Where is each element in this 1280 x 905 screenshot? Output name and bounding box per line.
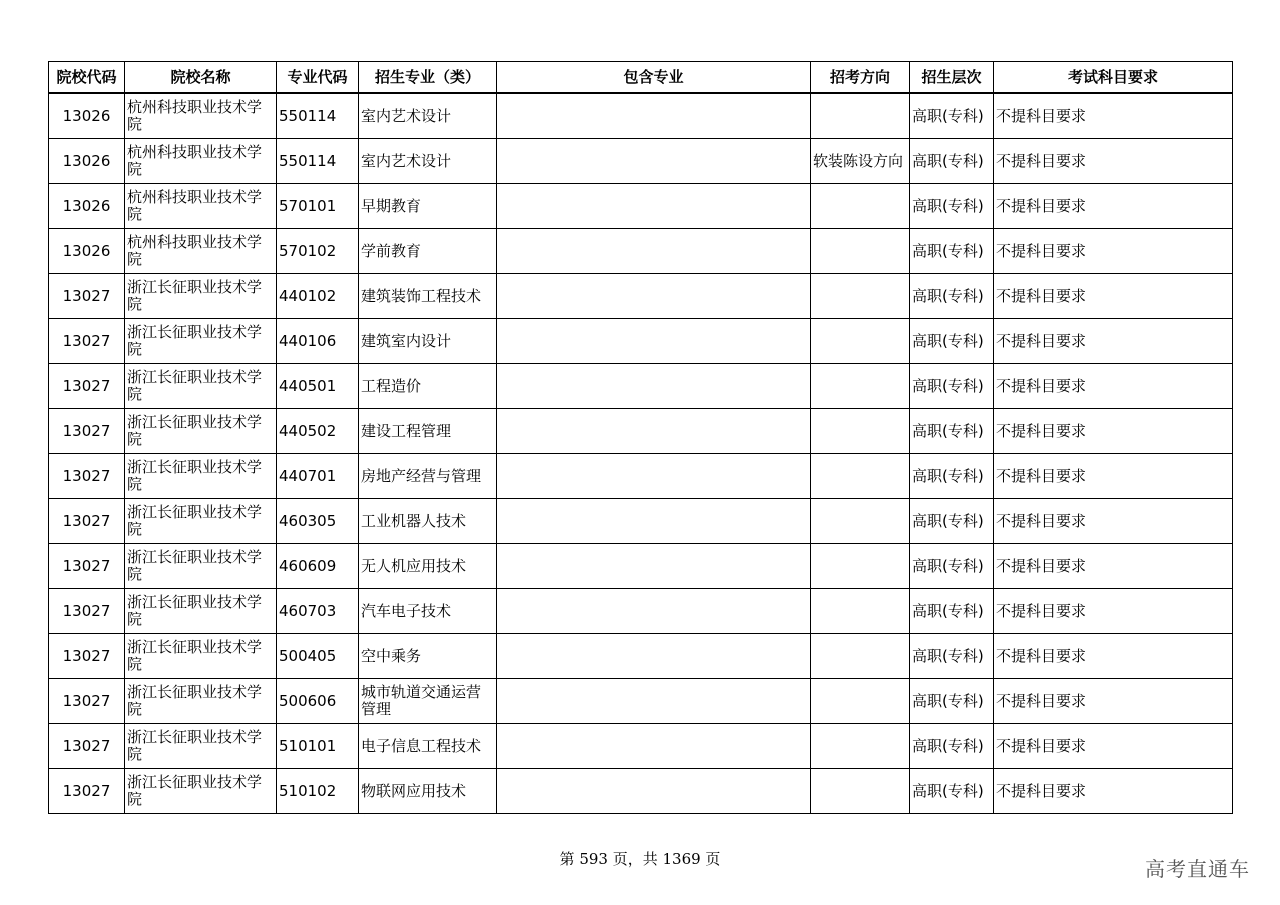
requirement-cell: 不提科目要求 [994,93,1233,139]
header-major: 招生专业（类） [359,62,497,94]
includes-cell [497,679,811,724]
table-row [49,364,1233,409]
level-cell: 高职(专科) [910,679,994,724]
level-cell: 高职(专科) [910,364,994,409]
direction-cell [811,229,910,274]
school-name-cell: 浙江长征职业技术学院 [125,724,277,769]
school-code-cell: 13027 [49,634,125,679]
table-row [49,589,1233,634]
header-direction: 招考方向 [811,62,910,94]
requirement-cell: 不提科目要求 [994,544,1233,589]
school-name-cell: 浙江长征职业技术学院 [125,409,277,454]
level-cell: 高职(专科) [910,274,994,319]
includes-cell [497,93,811,139]
major-cell: 建筑装饰工程技术 [359,274,497,319]
school-code-cell: 13027 [49,679,125,724]
school-name-cell: 浙江长征职业技术学院 [125,319,277,364]
includes-cell [497,409,811,454]
header-level: 招生层次 [910,62,994,94]
table-row [49,454,1233,499]
requirement-cell: 不提科目要求 [994,229,1233,274]
major-code-cell: 570101 [277,184,359,229]
school-name-cell: 浙江长征职业技术学院 [125,544,277,589]
watermark-text: 高考直通车 [1145,857,1250,881]
school-code-cell: 13027 [49,544,125,589]
requirement-cell: 不提科目要求 [994,724,1233,769]
requirement-cell: 不提科目要求 [994,319,1233,364]
table-row [49,139,1233,184]
school-name-cell: 杭州科技职业技术学院 [125,184,277,229]
includes-cell [497,724,811,769]
direction-cell [811,364,910,409]
major-code-cell: 550114 [277,93,359,139]
requirement-cell: 不提科目要求 [994,769,1233,814]
major-code-cell: 510102 [277,769,359,814]
table-row [49,769,1233,814]
page-number: 第 593 页，共 1369 页 [559,850,721,868]
requirement-cell: 不提科目要求 [994,499,1233,544]
table-row [49,184,1233,229]
requirement-cell: 不提科目要求 [994,679,1233,724]
school-code-cell: 13027 [49,364,125,409]
level-cell: 高职(专科) [910,634,994,679]
major-code-cell: 510101 [277,724,359,769]
header-school-name: 院校名称 [125,62,277,94]
school-code-cell: 13026 [49,184,125,229]
includes-cell [497,769,811,814]
direction-cell: 软装陈设方向 [811,139,910,184]
direction-cell [811,184,910,229]
header-major-code: 专业代码 [277,62,359,94]
major-cell: 早期教育 [359,184,497,229]
requirement-cell: 不提科目要求 [994,634,1233,679]
school-name-cell: 杭州科技职业技术学院 [125,93,277,139]
major-code-cell: 440106 [277,319,359,364]
includes-cell [497,589,811,634]
direction-cell [811,679,910,724]
requirement-cell: 不提科目要求 [994,409,1233,454]
major-code-cell: 440502 [277,409,359,454]
level-cell: 高职(专科) [910,93,994,139]
school-name-cell: 浙江长征职业技术学院 [125,499,277,544]
major-cell: 工程造价 [359,364,497,409]
includes-cell [497,274,811,319]
direction-cell [811,454,910,499]
level-cell: 高职(专科) [910,409,994,454]
major-code-cell: 460703 [277,589,359,634]
school-code-cell: 13027 [49,769,125,814]
table-row [49,724,1233,769]
includes-cell [497,544,811,589]
table-row [49,679,1233,724]
requirement-cell: 不提科目要求 [994,454,1233,499]
requirement-cell: 不提科目要求 [994,184,1233,229]
direction-cell [811,769,910,814]
header-school-code: 院校代码 [49,62,125,94]
major-code-cell: 460609 [277,544,359,589]
school-name-cell: 浙江长征职业技术学院 [125,634,277,679]
school-code-cell: 13027 [49,409,125,454]
requirement-cell: 不提科目要求 [994,364,1233,409]
level-cell: 高职(专科) [910,139,994,184]
direction-cell [811,589,910,634]
direction-cell [811,319,910,364]
table-row [49,409,1233,454]
level-cell: 高职(专科) [910,229,994,274]
major-cell: 室内艺术设计 [359,93,497,139]
level-cell: 高职(专科) [910,499,994,544]
direction-cell [811,499,910,544]
table-body [49,93,1233,814]
school-name-cell: 浙江长征职业技术学院 [125,769,277,814]
direction-cell [811,544,910,589]
includes-cell [497,229,811,274]
level-cell: 高职(专科) [910,454,994,499]
direction-cell [811,724,910,769]
direction-cell [811,409,910,454]
direction-cell [811,274,910,319]
includes-cell [497,184,811,229]
school-code-cell: 13027 [49,724,125,769]
major-cell: 物联网应用技术 [359,769,497,814]
level-cell: 高职(专科) [910,769,994,814]
requirement-cell: 不提科目要求 [994,139,1233,184]
major-code-cell: 500405 [277,634,359,679]
table-row [49,319,1233,364]
direction-cell [811,634,910,679]
school-name-cell: 浙江长征职业技术学院 [125,454,277,499]
major-cell: 工业机器人技术 [359,499,497,544]
admissions-table [48,61,1233,814]
major-cell: 室内艺术设计 [359,139,497,184]
school-name-cell: 浙江长征职业技术学院 [125,679,277,724]
header-includes: 包含专业 [497,62,811,94]
major-cell: 建筑室内设计 [359,319,497,364]
school-code-cell: 13027 [49,274,125,319]
major-cell: 学前教育 [359,229,497,274]
major-cell: 房地产经营与管理 [359,454,497,499]
school-code-cell: 13027 [49,454,125,499]
major-code-cell: 440102 [277,274,359,319]
level-cell: 高职(专科) [910,589,994,634]
school-code-cell: 13026 [49,229,125,274]
requirement-cell: 不提科目要求 [994,589,1233,634]
school-name-cell: 杭州科技职业技术学院 [125,139,277,184]
school-name-cell: 浙江长征职业技术学院 [125,364,277,409]
major-cell: 无人机应用技术 [359,544,497,589]
table-row [49,274,1233,319]
direction-cell [811,93,910,139]
school-name-cell: 浙江长征职业技术学院 [125,274,277,319]
table-row [49,499,1233,544]
level-cell: 高职(专科) [910,184,994,229]
major-code-cell: 460305 [277,499,359,544]
table-header-row [49,62,1233,94]
major-cell: 汽车电子技术 [359,589,497,634]
includes-cell [497,364,811,409]
major-code-cell: 500606 [277,679,359,724]
includes-cell [497,499,811,544]
school-code-cell: 13027 [49,589,125,634]
school-code-cell: 13026 [49,139,125,184]
major-cell: 建设工程管理 [359,409,497,454]
major-cell: 空中乘务 [359,634,497,679]
includes-cell [497,634,811,679]
school-name-cell: 浙江长征职业技术学院 [125,589,277,634]
table-row [49,634,1233,679]
major-cell: 城市轨道交通运营管理 [359,679,497,724]
level-cell: 高职(专科) [910,724,994,769]
includes-cell [497,139,811,184]
major-code-cell: 440701 [277,454,359,499]
header-requirement: 考试科目要求 [994,62,1233,94]
includes-cell [497,454,811,499]
table-row [49,229,1233,274]
requirement-cell: 不提科目要求 [994,274,1233,319]
level-cell: 高职(专科) [910,544,994,589]
school-code-cell: 13027 [49,499,125,544]
table-row [49,93,1233,139]
school-code-cell: 13027 [49,319,125,364]
school-name-cell: 杭州科技职业技术学院 [125,229,277,274]
major-code-cell: 550114 [277,139,359,184]
major-cell: 电子信息工程技术 [359,724,497,769]
includes-cell [497,319,811,364]
major-code-cell: 570102 [277,229,359,274]
school-code-cell: 13026 [49,93,125,139]
table-row [49,544,1233,589]
major-code-cell: 440501 [277,364,359,409]
level-cell: 高职(专科) [910,319,994,364]
